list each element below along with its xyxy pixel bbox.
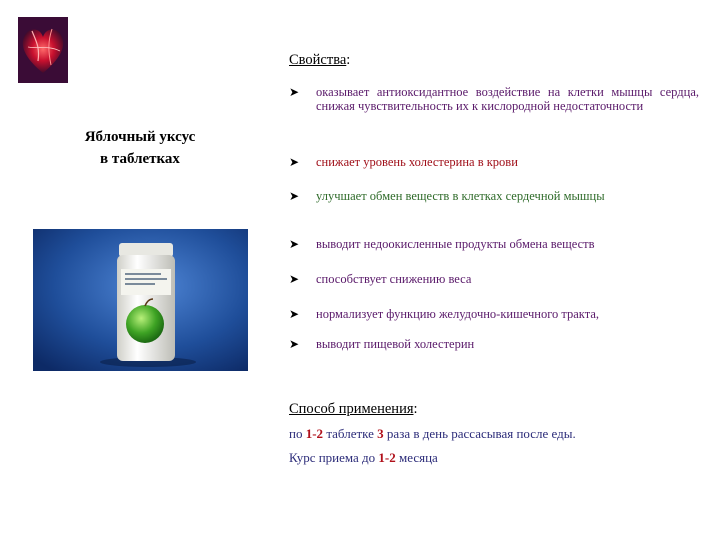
usage-heading-text: Способ применения xyxy=(289,401,414,417)
dosage-frequency: 3 xyxy=(377,426,384,441)
list-item xyxy=(289,156,699,170)
list-item xyxy=(289,86,699,113)
list-item xyxy=(289,338,699,352)
usage-dosage-line xyxy=(289,426,576,442)
dosage-count: 1-2 xyxy=(305,426,324,441)
usage-heading-colon: : xyxy=(413,401,418,417)
list-item xyxy=(289,238,699,252)
list-item-text: нормализует функцию желудочно-кишечного тракта, xyxy=(316,307,599,321)
list-item-text: снижает уровень холестерина в крови xyxy=(316,155,518,169)
list-item-text: оказывает антиоксидантное воздействие на клетки мышцы сердца, снижая чувствительность их к кислородной недостаточности xyxy=(316,85,699,113)
course-duration: 1-2 xyxy=(378,450,396,465)
arrow-bullet-icon: ➤ xyxy=(289,189,300,203)
list-item-text: способствует снижению веса xyxy=(316,272,472,286)
heart-image xyxy=(18,17,68,83)
product-title xyxy=(40,126,240,170)
course-text-pre: Курс приема до xyxy=(289,450,379,465)
list-item-text: улучшает обмен веществ в клетках сердечной мышцы xyxy=(316,189,605,203)
dosage-text-pre: по xyxy=(289,426,306,441)
list-item xyxy=(289,190,699,204)
arrow-bullet-icon: ➤ xyxy=(289,272,300,286)
product-title-line2: в таблетках xyxy=(100,151,180,167)
list-item xyxy=(289,273,699,287)
product-title-line1: Яблочный уксус xyxy=(84,129,196,145)
product-photo xyxy=(33,229,248,371)
arrow-bullet-icon: ➤ xyxy=(289,85,300,99)
list-item xyxy=(289,308,699,322)
arrow-bullet-icon: ➤ xyxy=(289,307,300,321)
usage-heading xyxy=(289,401,418,418)
properties-heading-text: Свойства xyxy=(289,52,347,68)
usage-course-line xyxy=(289,450,438,466)
list-item-text: выводит недоокисленные продукты обмена веществ xyxy=(316,237,595,251)
properties-heading xyxy=(289,52,350,69)
course-text-post: месяца xyxy=(395,450,438,465)
dosage-text-post: раза в день рассасывая после еды. xyxy=(383,426,576,441)
dosage-text-mid: таблетке xyxy=(323,426,378,441)
properties-heading-colon: : xyxy=(346,52,351,68)
arrow-bullet-icon: ➤ xyxy=(289,337,300,351)
list-item-text: выводит пищевой холестерин xyxy=(316,337,475,351)
arrow-bullet-icon: ➤ xyxy=(289,237,300,251)
arrow-bullet-icon: ➤ xyxy=(289,155,300,169)
